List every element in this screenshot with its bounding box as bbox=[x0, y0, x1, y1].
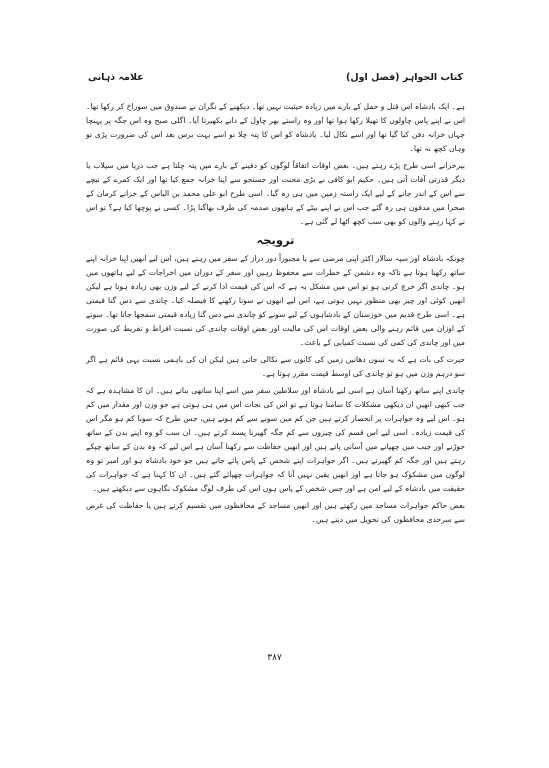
body-paragraph: حیرت کی بات ہے کہ یہ تینوں دھاتیں زمین کی کانوں سے نکالی جاتی ہیں لیکن ان کی باہمی نسبت یہی قائم ہے اگر سو درہم وزن میں ہو تو چاندی کی اوسط قیمت مقرر ہوتا ہے۔ bbox=[86, 355, 465, 378]
body-paragraph: ہے۔ ایک بادشاہ اس قتل و حمل کے بارے میں زیادہ حیثیت نہیں تھا۔ دیکھنے کے نگران نے صندوق میں سوراخ کر رکھا تھا۔ اس نے اپنے پاس چاولوں کا تھیلا رکھا ہوا تھا اور وہ راستے بھر چاول کے دانے بکھیرتا آیا۔ اگلی صبح وہ اس جگہ پر پہنچا جہاں خزانہ دفن کیا گیا تھا اور اسے نکال لیا۔ بادشاہ کو اس کا پتہ چلا تو اسے بہت برس بعد اس کی ضرورت پڑی تو وہاں کچھ نہ تھا۔ bbox=[86, 102, 465, 153]
page-body bbox=[86, 100, 465, 530]
page-header bbox=[88, 70, 463, 84]
section-heading: ترویجہ bbox=[256, 233, 295, 247]
body-paragraph: چاندی اپنے ساتھ رکھنا آسان ہے اسی لیے بادشاہ اور سلاطین سفر میں اسے اپنا ساتھی بناتے ہیں۔ ان کا مشاہدہ ہے کہ جب کبھی انھیں ان دیکھی مشکلات کا سامنا ہوتا ہے تو اس کی نجات اس میں ہی ہوتی ہے جو وزن اور مقدار میں کم ہو۔ اس لیے وہ جواہرات پر انحصار کرتے ہیں جن کم میں سونے سے کم ہوتے ہیں، جس طرح کہ سونا کم ہو مگر اس کی قیمت زیادہ۔ اسی لیے اس قسم کی چیزوں سے کم جگہ گھیرنا پسند کرتے ہیں۔ ان سب کو وہ اپنے بدن کے ساتھ جوڑنے اور جیب میں چھپانے میں آسانی پاتے ہیں اور انھیں حفاظت سے رکھنا آسان ہے اس لیے کہ وہ بدن کے ساتھ چپکے رہتے ہیں اور جگہ کم گھیرتے ہیں۔ اگر جواہرات اپنے شخص کے پاس پائے جاتے ہیں جو خود بادشاہ ہو اور امیر تو وہ لوگوں میں مشکوک ہو جاتا ہے اور انھیں یقین نہیں آتا کہ جواہرات چھپائے گئے ہیں۔ ان کا کہنا ہے کہ جواہرات کی حقیقت میں بادشاہ کے لیے امن ہے اور جس شخص کے پاس ہوں اس کی طرف لوگ مشکوک نگاہوں سے دیکھتے ہیں۔ bbox=[86, 386, 465, 493]
body-paragraph: چونکہ بادشاہ اور سپہ سالار اکثر اپنی مرضی سے یا مجبوراً دور دراز کے سفر میں رہتے ہیں، اس لیے انھیں اپنا خزانہ اپنے ساتھ رکھنا ہوتا ہے تاکہ وہ دشمن کے خطرات سے محفوظ رہیں اور سفر کے دوران میں اخراجات کے لیے ہاتھوں میں ہو۔ چاندی اگر خرچ کرنی ہو تو اس میں مشکل یہ ہے کہ اس کی قیمت ادا کرنے کے لیے وزن بھی زیادہ ہوتا ہے لیکن انھیں کوئی اور چیز بھی منظور نہیں ہوتی ہے، اس لیے انھوں نے سونا رکھنے کا فیصلہ کیا۔ چاندی سے دس گنا قیمتی ہے۔ اسی طرح قدیم میں خوزستان کے بادشاہوں کے لیے سونے کو چاندی سے دس گنا زیادہ قیمتی سمجھا جاتا تھا۔ سونے کے اوزان میں قائم رہنے والی بعض اوقات اس کی مالیت اور بعض اوقات چاندی کی نسبت افراط و تفریط کی صورت میں اور چاندی کی کمی کی نسبت کمیابی کے باعث۔ bbox=[86, 254, 465, 347]
body-paragraph: بعض حاکم جواہرات مساجد میں رکھتے ہیں اور انھیں مساجد کے محافظوں میں تقسیم کرتے ہیں یا حفاظت کی غرض سے سرحدی محافظوں کی تحویل میں دیتے ہیں۔ bbox=[86, 501, 465, 524]
page-number: ۳۸۷ bbox=[267, 653, 282, 663]
header-author: علامہ ذہانی bbox=[88, 71, 144, 83]
body-paragraph: بیرخزانے اسی طرح پڑے رہتے ہیں۔ بعض اوقات اتفاقاً لوگوں کو دفینے کے بارے میں پتہ چلتا ہے جب دریا میں سیلاب یا دیگر قدرتی آفات آتی ہیں۔ حکیم ابو کافی نے بڑی محنت اور جستجو سے اپنا خزانہ جمع کیا تھا اور ایک کمرے کے نیچے سے اس کے اندر جانے کے لیے ایک راستہ زمین میں ہی رہ گیا۔ اسی طرح ابو علی محمد بن الیاس کے خزانے کرمان کے صحرا میں مدفون ہی رہ گئے جب اس نے اپنے بیٹے کے ہاتھوں صدمہ کی طرف بھاگنا پڑا۔ کسی نے پوچھا کیا ہے؟ تو اس نے کہا رہنے والوں کو بھی سب کچھ اٹھا لے گئی ہے۔ bbox=[86, 161, 465, 226]
header-book-title: کتاب الجواہر (فصل اول) bbox=[346, 71, 463, 83]
